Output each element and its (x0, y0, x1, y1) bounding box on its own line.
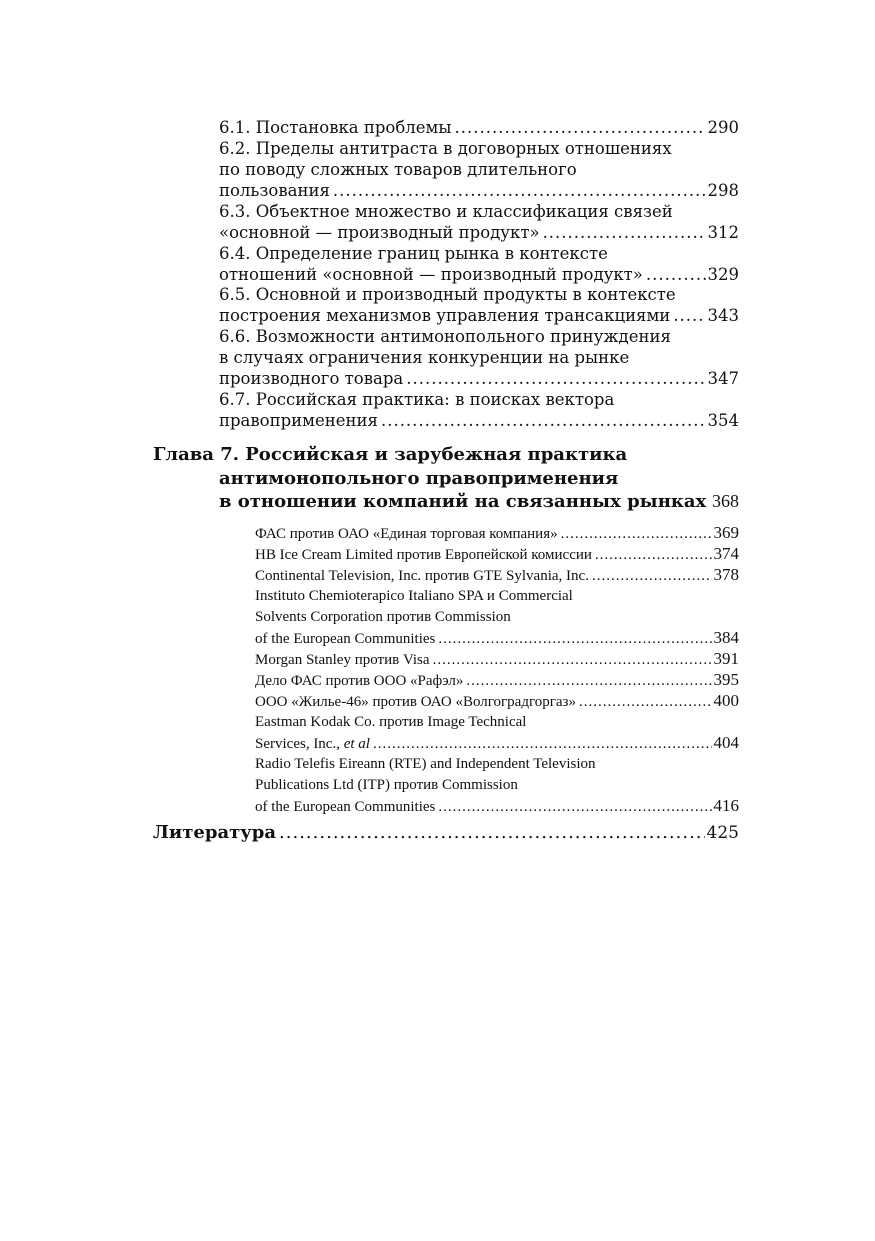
entry-title: Morgan Stanley против Visa (255, 652, 430, 668)
entry-title: of the European Communities (255, 630, 436, 647)
leader-dots (595, 545, 712, 566)
toc-case-morgan-stanley[interactable] (255, 649, 739, 670)
leader-dots (438, 797, 711, 818)
entry-title: Solvents Corporation против Commission (255, 608, 511, 625)
toc-entry-6-3[interactable] (219, 202, 739, 244)
entry-title: 6.4. Определение границ рынка в контексте (219, 244, 608, 263)
chapter-title: в отношении компаний на связанных рынках (219, 491, 707, 512)
entry-title: HB Ice Cream Limited против Европейской комиссии (255, 547, 592, 563)
page-number: 404 (713, 732, 739, 752)
entry-title: Eastman Kodak Co. против Image Technical (255, 714, 527, 730)
entry-title: 6.2. Пределы антитраста в договорных отношениях (219, 139, 672, 158)
entry-title: Publications Ltd (ITP) против Commission (255, 776, 518, 793)
page-number: 400 (713, 691, 739, 710)
toc-case-continental[interactable] (255, 565, 739, 586)
entry-title: of the European Communities (255, 798, 436, 815)
entry-title: пользования (219, 180, 330, 200)
page-number: 312 (707, 222, 739, 242)
toc-chapter-7[interactable] (153, 443, 739, 514)
entry-title: отношений «основной — производный продукт» (219, 264, 643, 284)
page-number: 425 (706, 823, 739, 843)
toc-case-instituto[interactable] (255, 586, 739, 648)
toc-entry-6-2[interactable] (219, 139, 739, 201)
entry-title: построения механизмов управления трансакциями (219, 305, 671, 325)
page-number: 378 (713, 565, 739, 584)
leader-dots (373, 734, 712, 755)
entry-title: 6.7. Российская практика: в поисках вектора (219, 390, 615, 409)
entry-title: 6.3. Объектное множество и классификация связей (219, 202, 673, 221)
entry-title: Instituto Chemioterapico Italiano SPA и Commercial (255, 588, 573, 604)
entry-title: Services, Inc., et al (255, 735, 370, 752)
entry-title: 6.6. Возможности антимонопольного принуждения (219, 327, 671, 346)
page-number: 329 (707, 264, 739, 284)
leader-dots (279, 822, 705, 844)
page-number: 416 (713, 795, 739, 815)
page-number: 391 (713, 649, 739, 668)
toc-entry-6-7[interactable] (219, 390, 739, 432)
entry-title: производного товара (219, 368, 404, 388)
page-number: 368 (712, 491, 739, 511)
entry-title: в случаях ограничения конкуренции на рынке (219, 347, 630, 367)
toc-case-fas-etk[interactable] (255, 523, 739, 544)
leader-dots (709, 490, 710, 514)
entry-title: Дело ФАС против ООО «Рафэл» (255, 673, 464, 689)
chapter-title: Глава 7. Российская и зарубежная практика (153, 444, 628, 465)
page-number: 354 (707, 410, 739, 430)
leader-dots (466, 671, 711, 692)
page-number: 374 (713, 544, 739, 563)
leader-dots (438, 629, 711, 650)
entry-title: 6.1. Постановка проблемы (219, 118, 452, 137)
page-number: 347 (707, 368, 739, 388)
toc-case-rafel[interactable] (255, 670, 739, 691)
entry-title: 6.5. Основной и производный продукты в контексте (219, 285, 676, 304)
toc-entry-6-1[interactable] (219, 118, 739, 139)
entry-title: Continental Television, Inc. против GTE Sylvania, Inc. (255, 568, 589, 584)
leader-dots (455, 118, 706, 139)
italic-suffix: et al (343, 735, 370, 752)
leader-dots (592, 566, 712, 587)
page-number: 395 (713, 670, 739, 689)
leader-dots (333, 181, 706, 202)
toc-entry-6-4[interactable] (219, 244, 739, 286)
leader-dots (561, 524, 712, 545)
toc-literature[interactable] (153, 822, 739, 844)
page-number: 290 (707, 118, 739, 137)
leader-dots (543, 223, 706, 244)
leader-dots (673, 306, 705, 327)
leader-dots (646, 265, 706, 286)
leader-dots (406, 369, 705, 390)
entry-title: ФАС против ОАО «Единая торговая компания» (255, 526, 558, 542)
page-number: 384 (713, 627, 739, 647)
page-number: 343 (707, 305, 739, 325)
toc-case-eastman-kodak[interactable] (255, 712, 739, 754)
entry-title: правоприменения (219, 410, 378, 430)
leader-dots (381, 411, 706, 432)
entry-title: «основной — производный продукт» (219, 222, 540, 242)
toc-case-rte-itp[interactable] (255, 754, 739, 816)
entry-title: ООО «Жилье-46» против ОАО «Волгоградгоргаз» (255, 694, 576, 710)
toc-entry-6-5[interactable] (219, 285, 739, 327)
page-number: 369 (713, 523, 739, 542)
entry-title: Radio Telefis Eireann (RTE) and Independent Television (255, 756, 596, 772)
leader-dots (433, 650, 712, 671)
entry-title: по поводу сложных товаров длительного (219, 159, 577, 179)
page-number: 298 (707, 180, 739, 200)
toc-case-zhilye-46[interactable] (255, 691, 739, 712)
chapter-title: антимонопольного правоприменения (219, 467, 619, 489)
toc-case-hb-ice-cream[interactable] (255, 544, 739, 565)
literature-title: Литература (153, 822, 277, 843)
leader-dots (579, 692, 712, 713)
toc-entry-6-6[interactable] (219, 327, 739, 389)
